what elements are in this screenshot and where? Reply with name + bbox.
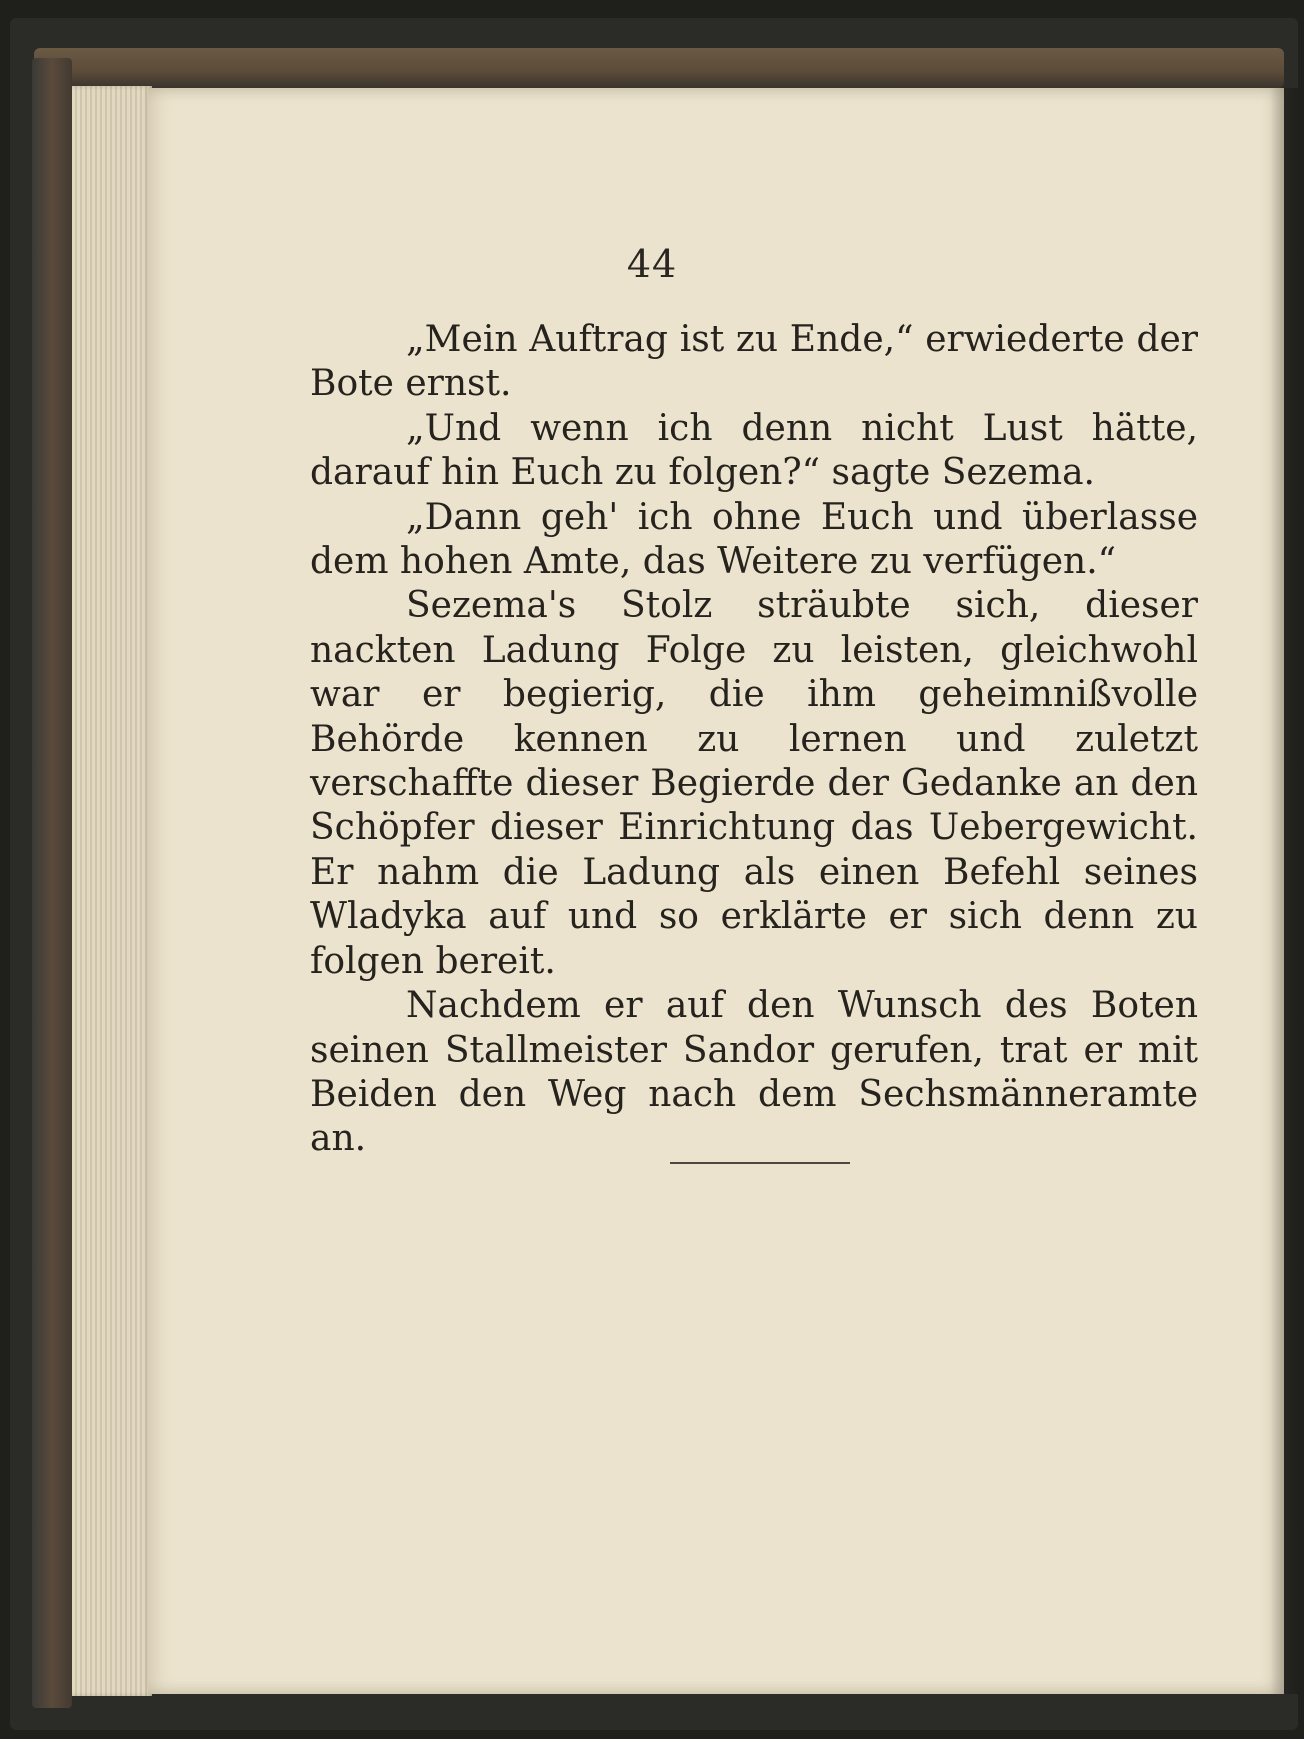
gutter-shadow	[1270, 88, 1298, 1694]
page-number: 44	[626, 242, 678, 286]
paragraph: „Und wenn ich denn nicht Lust hätte, darauf hin Euch zu folgen?“ sagte Sezema.	[310, 407, 1198, 494]
paragraph: Nachdem er auf den Wunsch des Boten seinen Stallmeister Sandor gerufen, trat er mit Beiden den Weg nach dem Sechsmänneramte an.	[310, 985, 1198, 1160]
paragraph: „Dann geh' ich ohne Euch und überlasse dem hohen Amte, das Weitere zu verfügen.“	[310, 496, 1198, 583]
page-body	[310, 318, 1198, 1162]
section-separator	[670, 1162, 850, 1164]
paragraph: Sezema's Stolz sträubte sich, dieser nackten Ladung Folge zu leisten, gleichwohl war er begierig, die ihm geheimnißvolle Behörde kennen zu lernen und zuletzt verschaffte dieser Begierde der Gedanke an den Schöpfer dieser Einrichtung das Uebergewicht. Er nahm die Ladung als einen Befehl seines Wladyka auf und so erklärte er sich denn zu folgen bereit.	[310, 585, 1198, 982]
book-cover-left	[32, 58, 72, 1708]
page-edges	[72, 86, 152, 1696]
book-cover-top	[34, 48, 1284, 88]
paragraph: „Mein Auftrag ist zu Ende,“ erwiederte der Bote ernst.	[310, 319, 1198, 405]
